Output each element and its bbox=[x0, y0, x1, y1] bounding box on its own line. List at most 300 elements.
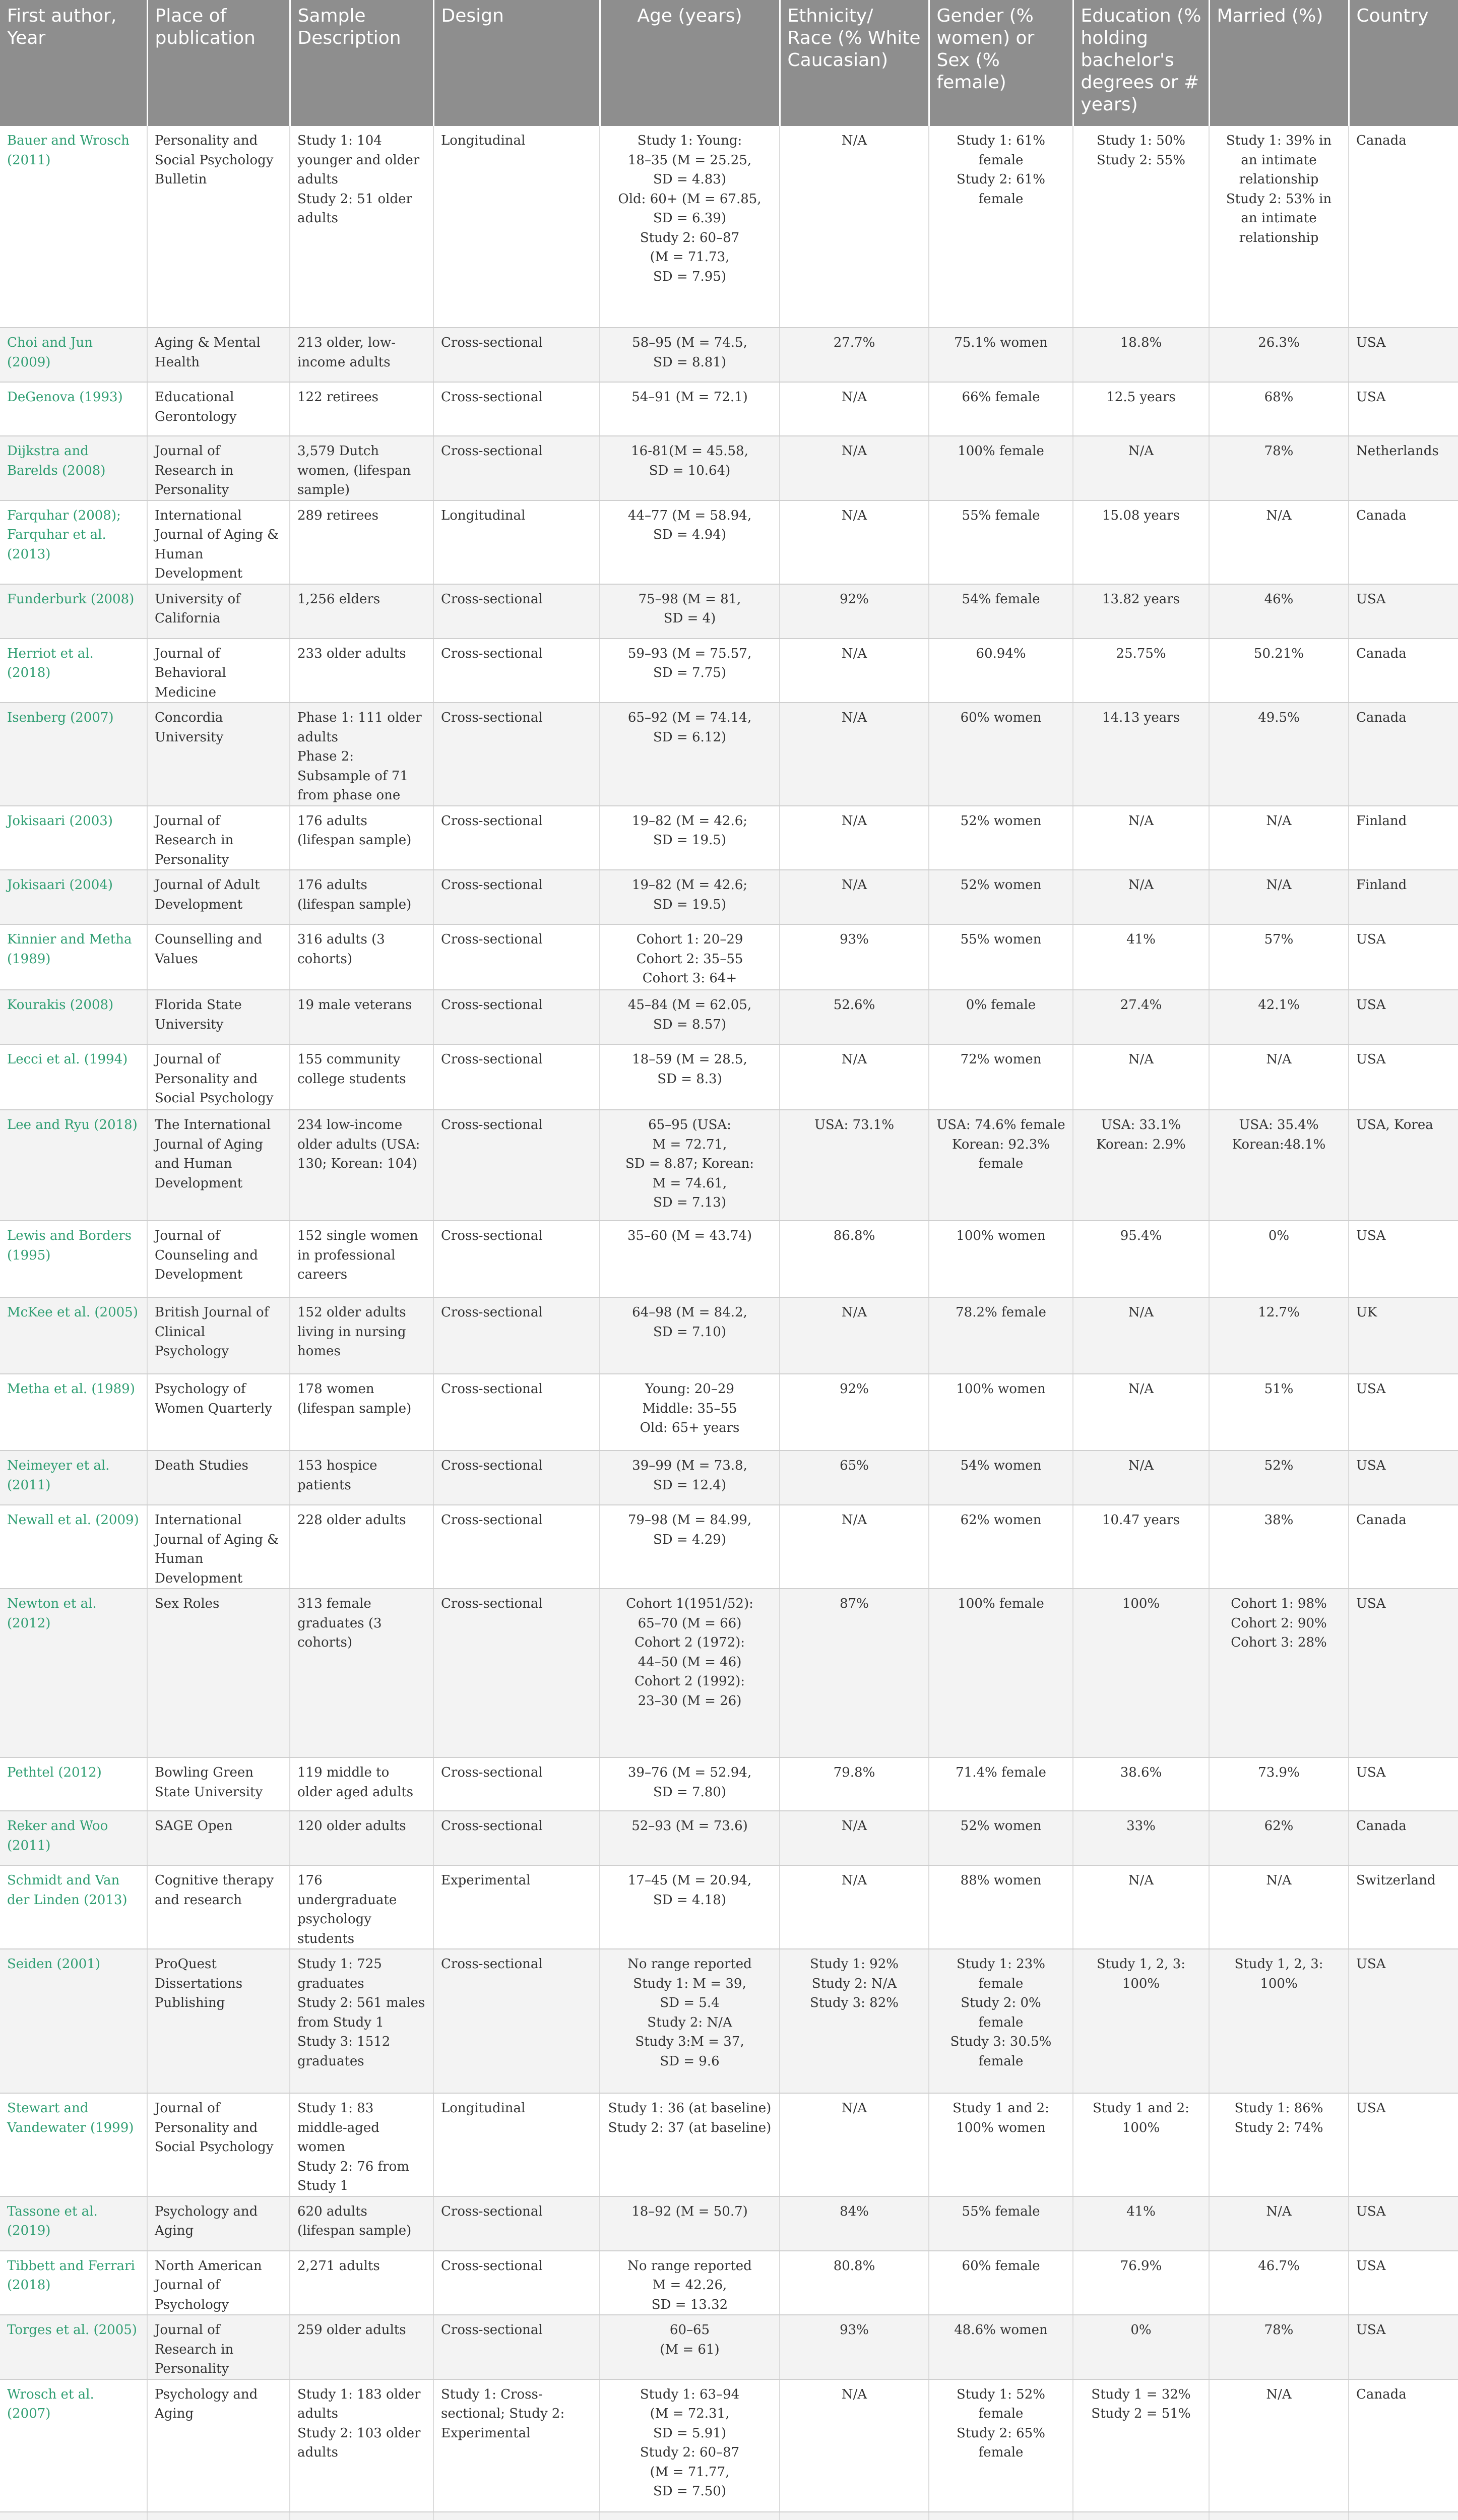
cell-sample: 178 women (lifespan sample) bbox=[290, 1374, 433, 1451]
cell-place: Florida State University bbox=[147, 990, 290, 1044]
cell-author[interactable]: Isenberg (2007) bbox=[0, 703, 147, 806]
cell-place: Personality and Social Psychology Bulletin bbox=[147, 126, 290, 328]
cell-country: USA bbox=[1349, 990, 1458, 1044]
cell-author[interactable]: Newton et al. (2012) bbox=[0, 1589, 147, 1757]
cell-age: 45–84 (M = 62.05, SD = 8.57) bbox=[600, 990, 780, 1044]
cell-ethnicity: N/A bbox=[780, 703, 929, 806]
table-row bbox=[0, 1757, 1458, 1811]
table-row bbox=[0, 1811, 1458, 1865]
cell-married: 0% bbox=[1209, 1221, 1349, 1297]
cell-married: 12.7% bbox=[1209, 1297, 1349, 1374]
cell-place: Journal of Adult Development bbox=[147, 870, 290, 924]
cell-author[interactable]: Jokisaari (2003) bbox=[0, 806, 147, 870]
cell-country: USA, Korea bbox=[1349, 1110, 1458, 1221]
cell-ethnicity: 79.8% bbox=[780, 1757, 929, 1811]
cell-author[interactable]: Tibbett and Ferrari (2018) bbox=[0, 2251, 147, 2315]
header-author: First author, Year bbox=[0, 0, 147, 126]
cell-gender: 100% women bbox=[929, 1221, 1073, 1297]
table-row bbox=[0, 990, 1458, 1044]
table-row bbox=[0, 1505, 1458, 1589]
cell-author[interactable]: Bauer and Wrosch (2011) bbox=[0, 126, 147, 328]
cell-married: 57% bbox=[1209, 924, 1349, 990]
cell-age: 79–98 (M = 84.99, SD = 4.29) bbox=[600, 1505, 780, 1589]
cell-country: Canada bbox=[1349, 1811, 1458, 1865]
cell-sample: 176 adults (lifespan sample) bbox=[290, 806, 433, 870]
cell-place: The International Journal of Aging and Human Development bbox=[147, 1110, 290, 1221]
cell-country: Netherlands bbox=[1349, 436, 1458, 500]
cell-age: 60–65 (M = 61) bbox=[600, 2315, 780, 2379]
cell-education: 76.9% bbox=[1073, 2251, 1209, 2315]
cell-age: 16-81(M = 45.58, SD = 10.64) bbox=[600, 436, 780, 500]
cell-education: 33% bbox=[1073, 1811, 1209, 1865]
table-row bbox=[0, 870, 1458, 924]
cell-country: Canada bbox=[1349, 703, 1458, 806]
cell-design: Cross-sectional bbox=[433, 1044, 600, 1110]
table-header bbox=[0, 0, 1458, 126]
cell-design: Longitudinal bbox=[433, 500, 600, 584]
cell-sample: Study 1: 83 middle-aged women Study 2: 76 from Study 1 bbox=[290, 2093, 433, 2196]
cell-country: USA bbox=[1349, 584, 1458, 639]
cell-author[interactable]: Kinnier and Metha (1989) bbox=[0, 924, 147, 990]
cell-age: Study 1: 63–94 (M = 72.31, SD = 5.91) Study 2: 60–87 (M = 71.77, SD = 7.50) bbox=[600, 2379, 780, 2512]
cell-age: 18–92 (M = 50.7) bbox=[600, 2196, 780, 2251]
cell-married: N/A bbox=[1209, 1865, 1349, 1949]
cell-age: Cohort 1(1951/52): 65–70 (M = 66) Cohort 2 (1972): 44–50 (M = 46) Cohort 2 (1992): 23–30 (M = 26) bbox=[600, 1589, 780, 1757]
cell-gender bbox=[929, 2512, 1073, 2520]
cell-education: 41% bbox=[1073, 2196, 1209, 2251]
cell-gender: Study 1: 61% female Study 2: 61% female bbox=[929, 126, 1073, 328]
cell-gender: 78.2% female bbox=[929, 1297, 1073, 1374]
cell-education: N/A bbox=[1073, 1865, 1209, 1949]
cell-sample: Phase 1: 111 older adults Phase 2: Subsample of 71 from phase one bbox=[290, 703, 433, 806]
cell-place: Death Studies bbox=[147, 1451, 290, 1505]
cell-country bbox=[1349, 2512, 1458, 2520]
table-row bbox=[0, 500, 1458, 584]
cell-age: 18–59 (M = 28.5, SD = 8.3) bbox=[600, 1044, 780, 1110]
cell-age: 59–93 (M = 75.57, SD = 7.75) bbox=[600, 639, 780, 703]
cell-married: Study 1: 39% in an intimate relationship Study 2: 53% in an intimate relationship bbox=[1209, 126, 1349, 328]
cell-ethnicity: N/A bbox=[780, 1505, 929, 1589]
cell-ethnicity: N/A bbox=[780, 2093, 929, 2196]
cell-design: Cross-sectional bbox=[433, 2315, 600, 2379]
cell-place: Concordia University bbox=[147, 703, 290, 806]
cell-sample: 176 undergraduate psychology students bbox=[290, 1865, 433, 1949]
cell-design: Experimental bbox=[433, 1865, 600, 1949]
cell-age: Cohort 1: 20–29 Cohort 2: 35–55 Cohort 3: 64+ bbox=[600, 924, 780, 990]
cell-sample: 152 older adults living in nursing homes bbox=[290, 1297, 433, 1374]
cell-ethnicity: 93% bbox=[780, 924, 929, 990]
cell-married: N/A bbox=[1209, 870, 1349, 924]
cell-ethnicity: 92% bbox=[780, 584, 929, 639]
cell-education: 38.6% bbox=[1073, 1757, 1209, 1811]
cell-design: Cross-sectional bbox=[433, 703, 600, 806]
cell-place: Bowling Green State University bbox=[147, 1757, 290, 1811]
cell-author[interactable]: Pethtel (2012) bbox=[0, 1757, 147, 1811]
cell-country: Canada bbox=[1349, 500, 1458, 584]
cell-sample: 120 older adults bbox=[290, 1811, 433, 1865]
cell-married: N/A bbox=[1209, 806, 1349, 870]
cell-married: 52% bbox=[1209, 1451, 1349, 1505]
cell-gender: Study 1: 23% female Study 2: 0% female Study 3: 30.5% female bbox=[929, 1949, 1073, 2093]
table-row bbox=[0, 639, 1458, 703]
cell-gender: 52% women bbox=[929, 806, 1073, 870]
cell-design: Cross-sectional bbox=[433, 1297, 600, 1374]
header-age: Age (years) bbox=[600, 0, 780, 126]
cell-gender: 48.6% women bbox=[929, 2315, 1073, 2379]
cell-age: 54–91 (M = 72.1) bbox=[600, 382, 780, 436]
table-row bbox=[0, 2379, 1458, 2512]
cell-author[interactable]: Farquhar (2008); Farquhar et al. (2013) bbox=[0, 500, 147, 584]
cell-gender: 75.1% women bbox=[929, 328, 1073, 382]
cell-design: Cross-sectional bbox=[433, 1451, 600, 1505]
cell-sample: 19 male veterans bbox=[290, 990, 433, 1044]
cell-married: 42.1% bbox=[1209, 990, 1349, 1044]
cell-age: 75–98 (M = 81, SD = 4) bbox=[600, 584, 780, 639]
cell-education: 15.08 years bbox=[1073, 500, 1209, 584]
cell-gender: Study 1: 52% female Study 2: 65% female bbox=[929, 2379, 1073, 2512]
table-row bbox=[0, 436, 1458, 500]
cell-author[interactable]: Newall et al. (2009) bbox=[0, 1505, 147, 1589]
cell-gender: 88% women bbox=[929, 1865, 1073, 1949]
cell-ethnicity: N/A bbox=[780, 1811, 929, 1865]
cell-gender: 0% female bbox=[929, 990, 1073, 1044]
cell-sample: 213 older, low-income adults bbox=[290, 328, 433, 382]
cell-ethnicity: N/A bbox=[780, 382, 929, 436]
cell-ethnicity: N/A bbox=[780, 1865, 929, 1949]
cell-country: USA bbox=[1349, 924, 1458, 990]
cell-country: Canada bbox=[1349, 1505, 1458, 1589]
cell-education: Study 1 and 2: 100% bbox=[1073, 2093, 1209, 2196]
cell-sample: 155 community college students bbox=[290, 1044, 433, 1110]
cell-education: 0% bbox=[1073, 2315, 1209, 2379]
cell-gender: 66% female bbox=[929, 382, 1073, 436]
cell-country: USA bbox=[1349, 1044, 1458, 1110]
cell-ethnicity: 80.8% bbox=[780, 2251, 929, 2315]
cell-gender: 52% women bbox=[929, 1811, 1073, 1865]
cell-design: Cross-sectional bbox=[433, 328, 600, 382]
cell-sample: 119 middle to older aged adults bbox=[290, 1757, 433, 1811]
cell-author[interactable]: Wrosch et al. (2007) bbox=[0, 2379, 147, 2512]
cell-education: Study 1, 2, 3: 100% bbox=[1073, 1949, 1209, 2093]
cell-education: N/A bbox=[1073, 436, 1209, 500]
cell-author[interactable]: DeGenova (1993) bbox=[0, 382, 147, 436]
table-body bbox=[0, 126, 1458, 2520]
cell-ethnicity: USA: 73.1% bbox=[780, 1110, 929, 1221]
cell-ethnicity: N/A bbox=[780, 806, 929, 870]
cell-gender: 54% female bbox=[929, 584, 1073, 639]
cell-place: Counselling and Values bbox=[147, 924, 290, 990]
cell-education: N/A bbox=[1073, 870, 1209, 924]
cell-author[interactable]: Reker and Woo (2011) bbox=[0, 1811, 147, 1865]
cell-sample: 316 adults (3 cohorts) bbox=[290, 924, 433, 990]
cell-design: Longitudinal bbox=[433, 2093, 600, 2196]
cell-sample: 1,256 elders bbox=[290, 584, 433, 639]
cell-married: 73.9% bbox=[1209, 1757, 1349, 1811]
cell-design: Cross-sectional bbox=[433, 1221, 600, 1297]
cell-country: USA bbox=[1349, 1949, 1458, 2093]
cell-author[interactable]: Jokisaari (2004) bbox=[0, 870, 147, 924]
cell-education: Study 1 = 32% Study 2 = 51% bbox=[1073, 2379, 1209, 2512]
cell-education: 41% bbox=[1073, 924, 1209, 990]
cell-place: Journal of Research in Personality bbox=[147, 806, 290, 870]
cell-gender: 55% female bbox=[929, 2196, 1073, 2251]
cell-author[interactable]: Seiden (2001) bbox=[0, 1949, 147, 2093]
cell-age: 35–60 (M = 43.74) bbox=[600, 1221, 780, 1297]
table-row bbox=[0, 703, 1458, 806]
header-sample: Sample Description bbox=[290, 0, 433, 126]
cell-place: North American Journal of Psychology bbox=[147, 2251, 290, 2315]
cell-married: Study 1, 2, 3: 100% bbox=[1209, 1949, 1349, 2093]
cell-design: Cross-sectional bbox=[433, 1757, 600, 1811]
cell-design: Cross-sectional bbox=[433, 639, 600, 703]
cell-sample: 289 retirees bbox=[290, 500, 433, 584]
header-gender: Gender (% women) or Sex (% female) bbox=[929, 0, 1073, 126]
cell-age: Study 1: Young: 18–35 (M = 25.25, SD = 4.83) Old: 60+ (M = 67.85, SD = 6.39) Study 2: 60–87 (M = 71.73, SD = 7.95) bbox=[600, 126, 780, 328]
cell-place: Cognitive therapy and research bbox=[147, 1865, 290, 1949]
cell-ethnicity: Study 1: 92% Study 2: N/A Study 3: 82% bbox=[780, 1949, 929, 2093]
header-ethnicity: Ethnicity/ Race (% White Caucasian) bbox=[780, 0, 929, 126]
cell-age: 64–98 (M = 84.2, SD = 7.10) bbox=[600, 1297, 780, 1374]
cell-design: Cross-sectional bbox=[433, 870, 600, 924]
cell-place: ProQuest Dissertations Publishing bbox=[147, 1949, 290, 2093]
cell-married: 38% bbox=[1209, 1505, 1349, 1589]
cell-married: 68% bbox=[1209, 382, 1349, 436]
cell-age: 65–95 (USA: M = 72.71, SD = 8.87; Korean: M = 74.61, SD = 7.13) bbox=[600, 1110, 780, 1221]
table-row bbox=[0, 1374, 1458, 1451]
cell-author[interactable]: Lewis and Borders (1995) bbox=[0, 1221, 147, 1297]
cell-gender: 100% women bbox=[929, 1374, 1073, 1451]
cell-married: 50.21% bbox=[1209, 639, 1349, 703]
cell-place: Journal of Personality and Social Psychology bbox=[147, 1044, 290, 1110]
cell-place: Journal of Personality and Social Psychology bbox=[147, 2093, 290, 2196]
cell-place: Educational Gerontology bbox=[147, 382, 290, 436]
cell-married: 46.7% bbox=[1209, 2251, 1349, 2315]
header-country: Country bbox=[1349, 0, 1458, 126]
cell-design: Cross-sectional bbox=[433, 1374, 600, 1451]
table-row bbox=[0, 126, 1458, 328]
table-row bbox=[0, 1044, 1458, 1110]
cell-ethnicity: N/A bbox=[780, 436, 929, 500]
cell-sample: 153 hospice patients bbox=[290, 1451, 433, 1505]
cell-education: N/A bbox=[1073, 1297, 1209, 1374]
cell-gender: 52% women bbox=[929, 870, 1073, 924]
cell-gender: 60% women bbox=[929, 703, 1073, 806]
cell-place: Psychology of Women Quarterly bbox=[147, 1374, 290, 1451]
cell-gender: 62% women bbox=[929, 1505, 1073, 1589]
cell-ethnicity: N/A bbox=[780, 639, 929, 703]
cell-author[interactable]: Lee and Ryu (2018) bbox=[0, 1110, 147, 1221]
cell-ethnicity: 86.8% bbox=[780, 1221, 929, 1297]
cell-ethnicity: N/A bbox=[780, 870, 929, 924]
cell-ethnicity: 52.6% bbox=[780, 990, 929, 1044]
cell-gender: 55% women bbox=[929, 924, 1073, 990]
cell-design: Cross-sectional bbox=[433, 990, 600, 1044]
cell-place: Journal of Counseling and Development bbox=[147, 1221, 290, 1297]
cell-ethnicity: 87% bbox=[780, 1589, 929, 1757]
cell-gender: 100% female bbox=[929, 436, 1073, 500]
cell-married: USA: 35.4% Korean:48.1% bbox=[1209, 1110, 1349, 1221]
cell-education: 13.82 years bbox=[1073, 584, 1209, 639]
cell-sample: Study 1: 183 older adults Study 2: 103 older adults bbox=[290, 2379, 433, 2512]
cell-place: International Journal of Aging & Human Development bbox=[147, 500, 290, 584]
cell-design: Cross-sectional bbox=[433, 2251, 600, 2315]
cell-sample: 620 adults (lifespan sample) bbox=[290, 2196, 433, 2251]
table-row bbox=[0, 584, 1458, 639]
cell-author[interactable]: Stewart and Vandewater (1999) bbox=[0, 2093, 147, 2196]
cell-author[interactable] bbox=[0, 2512, 147, 2520]
cell-education: 18.8% bbox=[1073, 328, 1209, 382]
cell-design: Longitudinal bbox=[433, 126, 600, 328]
cell-country: USA bbox=[1349, 382, 1458, 436]
cell-married: 62% bbox=[1209, 1811, 1349, 1865]
cell-design: Cross-sectional bbox=[433, 1110, 600, 1221]
cell-design: Cross-sectional bbox=[433, 1949, 600, 2093]
cell-ethnicity: N/A bbox=[780, 1044, 929, 1110]
cell-author[interactable]: Funderburk (2008) bbox=[0, 584, 147, 639]
cell-sample: 152 single women in professional careers bbox=[290, 1221, 433, 1297]
table-row bbox=[0, 1297, 1458, 1374]
cell-age: 39–76 (M = 52.94, SD = 7.80) bbox=[600, 1757, 780, 1811]
table-row bbox=[0, 2093, 1458, 2196]
cell-sample: 122 retirees bbox=[290, 382, 433, 436]
cell-country: USA bbox=[1349, 2251, 1458, 2315]
cell-author[interactable]: Dijkstra and Barelds (2008) bbox=[0, 436, 147, 500]
header-row bbox=[0, 0, 1458, 126]
cell-sample: 2,271 adults bbox=[290, 2251, 433, 2315]
cell-married: 46% bbox=[1209, 584, 1349, 639]
cell-country: USA bbox=[1349, 1451, 1458, 1505]
table-row bbox=[0, 2315, 1458, 2379]
cell-place: Journal of Research in Personality bbox=[147, 2315, 290, 2379]
cell-education: Study 1: 50% Study 2: 55% bbox=[1073, 126, 1209, 328]
cell-married: 26.3% bbox=[1209, 328, 1349, 382]
header-married: Married (%) bbox=[1209, 0, 1349, 126]
cell-age: Study 1: 36 (at baseline) Study 2: 37 (at baseline) bbox=[600, 2093, 780, 2196]
cell-sample: 176 adults (lifespan sample) bbox=[290, 870, 433, 924]
cell-ethnicity: 84% bbox=[780, 2196, 929, 2251]
cell-country: Canada bbox=[1349, 126, 1458, 328]
cell-sample: Study 1: 104 younger and older adults Study 2: 51 older adults bbox=[290, 126, 433, 328]
cell-gender: USA: 74.6% female Korean: 92.3% female bbox=[929, 1110, 1073, 1221]
cell-education: 25.75% bbox=[1073, 639, 1209, 703]
table-row bbox=[0, 1110, 1458, 1221]
cell-ethnicity: N/A bbox=[780, 1297, 929, 1374]
cell-married: N/A bbox=[1209, 2379, 1349, 2512]
cell-gender: 71.4% female bbox=[929, 1757, 1073, 1811]
cell-design: Cross-sectional bbox=[433, 436, 600, 500]
cell-place: SAGE Open bbox=[147, 1811, 290, 1865]
cell-education: 12.5 years bbox=[1073, 382, 1209, 436]
cell-place: University of California bbox=[147, 584, 290, 639]
cell-ethnicity: 27.7% bbox=[780, 328, 929, 382]
cell-sample: 233 older adults bbox=[290, 639, 433, 703]
cell-country: USA bbox=[1349, 1757, 1458, 1811]
cell-education: N/A bbox=[1073, 1451, 1209, 1505]
cell-design: Study 1: Cross-sectional; Study 2: Experimental bbox=[433, 2379, 600, 2512]
cell-married: 78% bbox=[1209, 436, 1349, 500]
cell-education: N/A bbox=[1073, 1044, 1209, 1110]
header-design: Design bbox=[433, 0, 600, 126]
cell-married: 78% bbox=[1209, 2315, 1349, 2379]
cell-ethnicity: N/A bbox=[780, 500, 929, 584]
cell-country: Canada bbox=[1349, 639, 1458, 703]
cell-place bbox=[147, 2512, 290, 2520]
cell-country: Switzerland bbox=[1349, 1865, 1458, 1949]
cell-design: Cross-sectional bbox=[433, 382, 600, 436]
cell-author[interactable]: Choi and Jun (2009) bbox=[0, 328, 147, 382]
cell-education: 27.4% bbox=[1073, 990, 1209, 1044]
cell-education: 100% bbox=[1073, 1589, 1209, 1757]
cell-education: 14.13 years bbox=[1073, 703, 1209, 806]
cell-place: Aging & Mental Health bbox=[147, 328, 290, 382]
cell-author[interactable]: Neimeyer et al. (2011) bbox=[0, 1451, 147, 1505]
cell-design: Cross-sectional bbox=[433, 584, 600, 639]
cell-place: Psychology and Aging bbox=[147, 2196, 290, 2251]
table-row bbox=[0, 328, 1458, 382]
cell-author[interactable]: Tassone et al. (2019) bbox=[0, 2196, 147, 2251]
cell-age: 52–93 (M = 73.6) bbox=[600, 1811, 780, 1865]
cell-sample: 234 low-income older adults (USA: 130; Korean: 104) bbox=[290, 1110, 433, 1221]
cell-ethnicity: N/A bbox=[780, 2379, 929, 2512]
table-row bbox=[0, 1589, 1458, 1757]
cell-education bbox=[1073, 2512, 1209, 2520]
cell-country: UK bbox=[1349, 1297, 1458, 1374]
cell-education: N/A bbox=[1073, 1374, 1209, 1451]
cell-gender: 60% female bbox=[929, 2251, 1073, 2315]
cell-country: USA bbox=[1349, 1374, 1458, 1451]
table-row bbox=[0, 1865, 1458, 1949]
cell-age: Young: 20–29 Middle: 35–55 Old: 65+ years bbox=[600, 1374, 780, 1451]
cell-age: 19–82 (M = 42.6; SD = 19.5) bbox=[600, 870, 780, 924]
cell-age: No range reported M = 42.26, SD = 13.32 bbox=[600, 2251, 780, 2315]
cell-education: 95.4% bbox=[1073, 1221, 1209, 1297]
cell-education: N/A bbox=[1073, 806, 1209, 870]
header-education: Education (% holding bachelor's degrees or # years) bbox=[1073, 0, 1209, 126]
cell-design: Cross-sectional bbox=[433, 1505, 600, 1589]
cell-author[interactable]: Kourakis (2008) bbox=[0, 990, 147, 1044]
cell-author[interactable]: Metha et al. (1989) bbox=[0, 1374, 147, 1451]
cell-age: 39–99 (M = 73.8, SD = 12.4) bbox=[600, 1451, 780, 1505]
cell-design: Cross-sectional bbox=[433, 924, 600, 990]
table-row bbox=[0, 2196, 1458, 2251]
cell-gender: 72% women bbox=[929, 1044, 1073, 1110]
cell-author[interactable]: McKee et al. (2005) bbox=[0, 1297, 147, 1374]
cell-country: USA bbox=[1349, 2093, 1458, 2196]
table-row bbox=[0, 2251, 1458, 2315]
cell-author[interactable]: Schmidt and Van der Linden (2013) bbox=[0, 1865, 147, 1949]
cell-design: Cross-sectional bbox=[433, 2196, 600, 2251]
cell-married: Study 1: 86% Study 2: 74% bbox=[1209, 2093, 1349, 2196]
cell-design: Cross-sectional bbox=[433, 806, 600, 870]
cell-author[interactable]: Torges et al. (2005) bbox=[0, 2315, 147, 2379]
cell-sample: 259 older adults bbox=[290, 2315, 433, 2379]
table-row bbox=[0, 1221, 1458, 1297]
table-row bbox=[0, 1451, 1458, 1505]
cell-sample bbox=[290, 2512, 433, 2520]
cell-gender: Study 1 and 2: 100% women bbox=[929, 2093, 1073, 2196]
cell-ethnicity: N/A bbox=[780, 126, 929, 328]
cell-ethnicity: 92% bbox=[780, 1374, 929, 1451]
cell-married: N/A bbox=[1209, 1044, 1349, 1110]
cell-country: USA bbox=[1349, 2315, 1458, 2379]
cell-author[interactable]: Herriot et al. (2018) bbox=[0, 639, 147, 703]
cell-married: N/A bbox=[1209, 2196, 1349, 2251]
cell-married bbox=[1209, 2512, 1349, 2520]
cell-ethnicity bbox=[780, 2512, 929, 2520]
cell-age: 58–95 (M = 74.5, SD = 8.81) bbox=[600, 328, 780, 382]
cell-age: No range reported Study 1: M = 39, SD = 5.4 Study 2: N/A Study 3:M = 37, SD = 9.6 bbox=[600, 1949, 780, 2093]
cell-author[interactable]: Lecci et al. (1994) bbox=[0, 1044, 147, 1110]
